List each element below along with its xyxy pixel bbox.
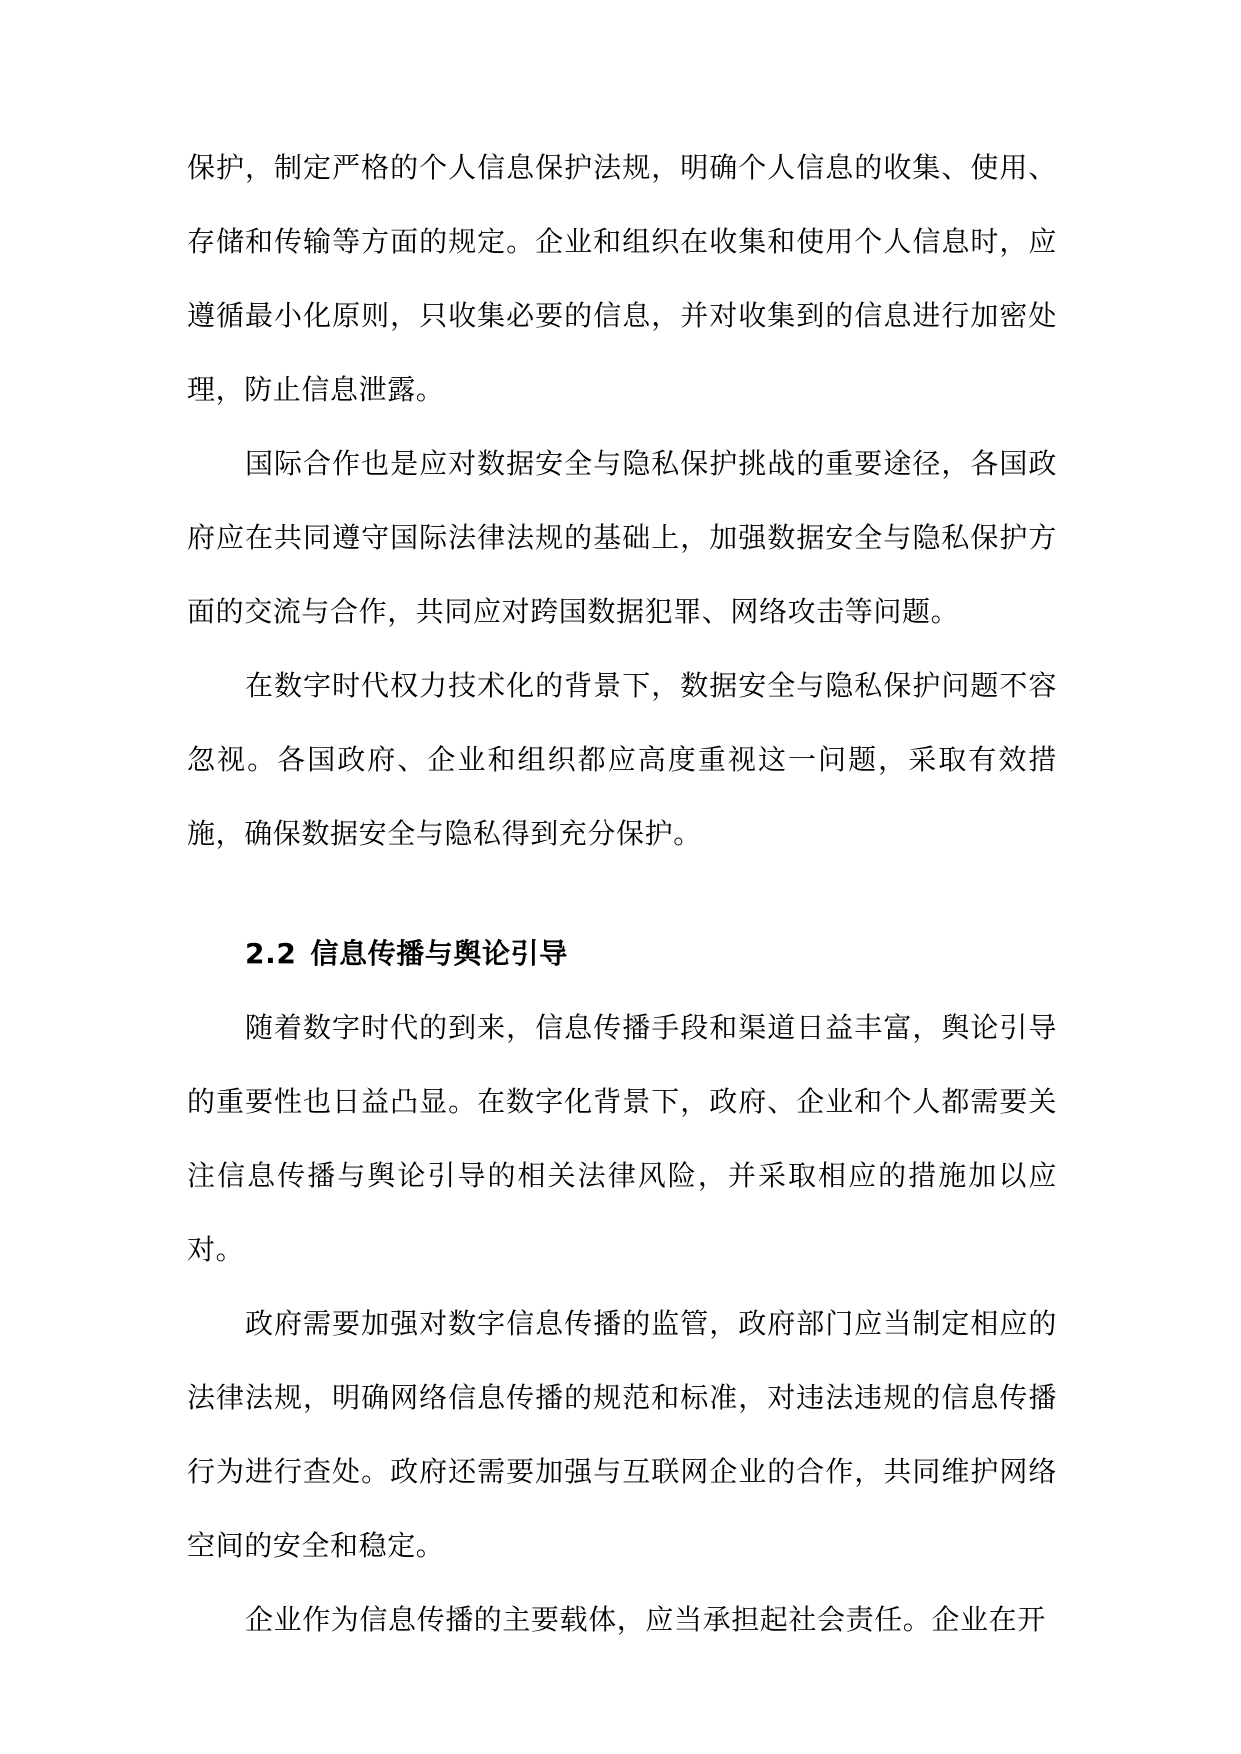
- section-number: 2.2: [245, 937, 297, 970]
- paragraph-digital-era-intro: 随着数字时代的到来，信息传播手段和渠道日益丰富，舆论引导的重要性也日益凸显。在数字化背景下，政府、企业和个人都需要关注信息传播与舆论引导的相关法律风险，并采取相应的措施加以应对。: [187, 1011, 1057, 1266]
- paragraph-international-cooperation: 国际合作也是应对数据安全与隐私保护挑战的重要途径，各国政府应在共同遵守国际法律法规的基础上，加强数据安全与隐私保护方面的交流与合作，共同应对跨国数据犯罪、网络攻击等问题。: [187, 447, 1057, 628]
- paragraph-continuation: 保护，制定严格的个人信息保护法规，明确个人信息的收集、使用、存储和传输等方面的规定。企业和组织在收集和使用个人信息时，应遵循最小化原则，只收集必要的信息，并对收集到的信息进行加密处理，防止信息泄露。: [187, 151, 1057, 406]
- paragraph-data-security-summary: 在数字时代权力技术化的背景下，数据安全与隐私保护问题不容忽视。各国政府、企业和组织都应高度重视这一问题，采取有效措施，确保数据安全与隐私得到充分保护。: [187, 669, 1057, 850]
- section-title: 信息传播与舆论引导: [310, 937, 568, 970]
- paragraph-enterprise-responsibility: 企业作为信息传播的主要载体，应当承担起社会责任。企业在开: [245, 1603, 1046, 1636]
- paragraph-government-regulation: 政府需要加强对数字信息传播的监管，政府部门应当制定相应的法律法规，明确网络信息传播的规范和标准，对违法违规的信息传播行为进行查处。政府还需要加强与互联网企业的合作，共同维护网络空间的安全和稳定。: [187, 1307, 1057, 1562]
- section-heading: [187, 917, 1057, 991]
- document-body: [187, 131, 1057, 1657]
